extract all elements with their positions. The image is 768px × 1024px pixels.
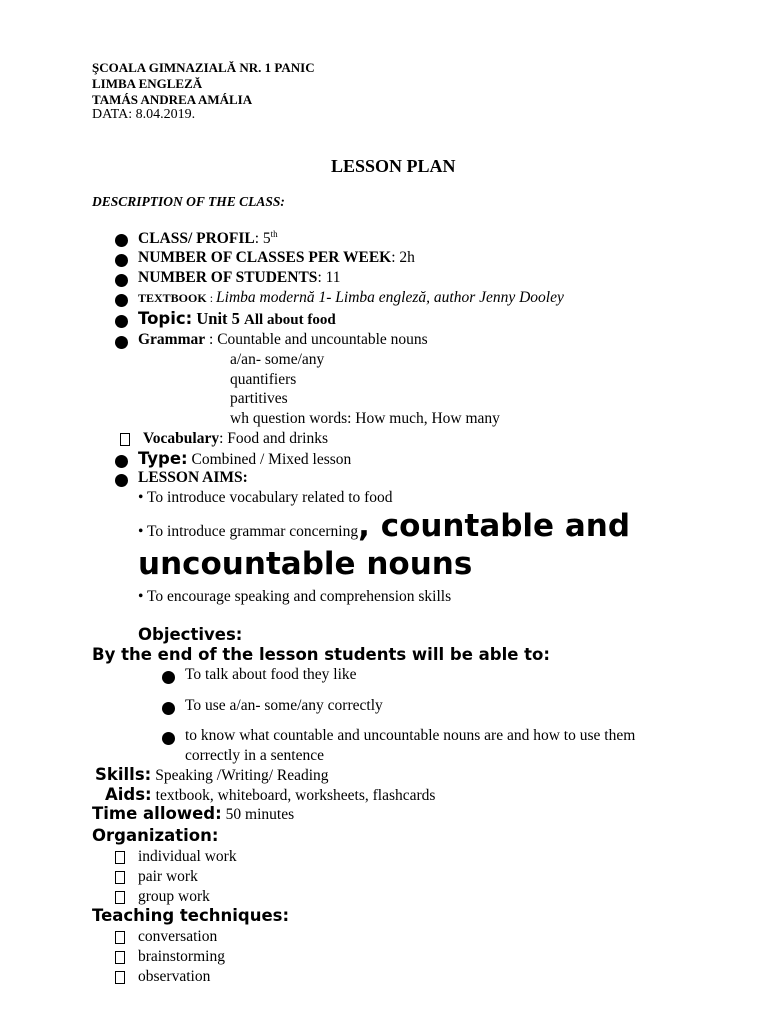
technique-item: observation [138,968,211,985]
textbook [138,289,564,307]
organization-heading: Organization: [92,826,219,845]
page-title: LESSON PLAN [331,156,456,176]
bullet-icon [115,274,128,287]
aim-item [138,508,630,544]
aids [105,785,435,805]
grammar-sep: : [205,331,218,348]
bullet-icon [162,732,175,745]
grammar-item: wh question words: How much, How many [230,410,500,427]
bullet-icon [162,671,175,684]
type-value: Combined / Mixed lesson [187,451,352,468]
number-of-students [138,269,341,287]
aids-value: textbook, whiteboard, worksheets, flashcards [155,787,436,804]
textbook-value: Limba modernă 1- Limba engleză, author Jenny Dooley [216,289,564,306]
topic-label: Topic: [138,309,193,328]
vocabulary-value: : Food and drinks [219,430,329,447]
bullet-icon [115,234,128,247]
aim-prefix: • To introduce grammar concerning [138,523,359,540]
topic-value: All about food [244,312,336,328]
bullet-icon [115,315,128,328]
teacher-name: TAMÁS ANDREA AMÁLIA [92,92,253,107]
lesson-aims-label: LESSON AIMS: [138,469,248,486]
box-icon [115,871,125,884]
objective-item: to know what countable and uncountable nouns are and how to use them [185,727,636,744]
vocabulary [143,430,328,448]
box-icon [115,951,125,964]
classes-value: : 2h [391,249,415,266]
skills-label: Skills: [95,765,152,784]
textbook-label: TEXTBOOK [138,291,207,305]
objectives-heading: Objectives: [138,625,243,644]
class-sup: th [270,229,278,239]
vocabulary-label: Vocabulary [143,430,220,447]
technique-item: brainstorming [138,948,225,965]
organization-item: individual work [138,848,237,865]
class-profile [138,229,278,248]
bullet-icon [115,455,128,468]
objective-item: To talk about food they like [185,666,357,683]
time-allowed [92,804,294,824]
classes-label: NUMBER OF CLASSES PER WEEK [138,249,392,266]
aids-label: Aids: [105,785,152,804]
bullet-icon [115,254,128,267]
techniques-heading: Teaching techniques: [92,906,290,925]
grammar-item: quantifiers [230,371,297,388]
class-value: : 5 [254,230,271,248]
grammar-item: Countable and uncountable nouns [217,331,428,348]
organization-item: group work [138,888,210,905]
box-icon [120,433,130,446]
aim-large-text: uncountable nouns [138,546,473,582]
school-name: ŞCOALA GIMNAZIALĂ NR. 1 PANIC [92,60,315,75]
lesson-type [138,449,351,469]
objective-item: To use a/an- some/any correctly [185,697,383,714]
subject-name: LIMBA ENGLEZĂ [92,76,203,91]
topic-unit: Unit 5 [192,309,245,328]
organization-item: pair work [138,868,198,885]
topic [138,309,336,329]
time-label: Time allowed: [92,804,222,823]
type-label: Type: [138,449,188,468]
aim-large-text: , countable and [358,508,631,544]
grammar [138,331,428,349]
technique-item: conversation [138,928,218,945]
class-label: CLASS/ PROFIL [138,230,255,248]
box-icon [115,931,125,944]
grammar-label: Grammar [138,331,206,348]
box-icon [115,891,125,904]
objective-item: correctly in a sentence [185,747,324,764]
lesson-date: DATA: 8.04.2019. [92,107,196,122]
description-heading: DESCRIPTION OF THE CLASS: [92,194,285,209]
bullet-icon [115,294,128,307]
bullet-icon [162,702,175,715]
bullet-icon [115,474,128,487]
grammar-item: a/an- some/any [230,351,325,368]
skills-value: Speaking /Writing/ Reading [155,767,329,784]
box-icon [115,851,125,864]
grammar-item: partitives [230,390,288,407]
bullet-icon [115,336,128,349]
skills [95,765,329,785]
aim-item: • To introduce vocabulary related to food [138,489,393,506]
time-value: 50 minutes [225,806,295,823]
students-label: NUMBER OF STUDENTS [138,269,318,286]
aim-item: • To encourage speaking and comprehension skills [138,588,452,605]
box-icon [115,971,125,984]
textbook-sep: : [206,291,217,305]
objectives-intro: By the end of the lesson students will be able to: [92,645,550,664]
students-value: : 11 [317,269,341,286]
classes-per-week [138,249,415,267]
